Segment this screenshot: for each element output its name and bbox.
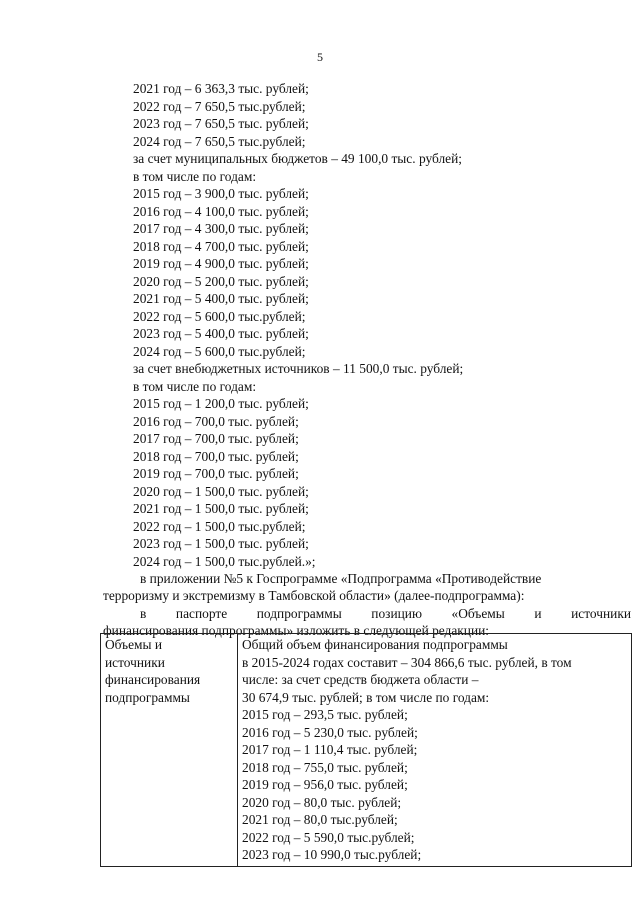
municipal-year-line: 2022 год – 5 600,0 тыс.рублей; xyxy=(133,308,306,324)
municipal-year-line: 2015 год – 3 900,0 тыс. рублей; xyxy=(133,186,309,201)
municipal-year-line: 2021 год – 5 400,0 тыс. рублей; xyxy=(133,291,309,306)
regional-year-line: 2022 год – 7 650,5 тыс.рублей; xyxy=(133,98,306,114)
total-funding-line: в 2015-2024 годах составит – 304 866,6 тыс. рублей, в том xyxy=(242,654,572,670)
table-year-line: 2022 год – 5 590,0 тыс.рублей; xyxy=(242,829,415,845)
table-row xyxy=(101,634,632,867)
position-value-cell xyxy=(238,634,632,867)
extrabudget-year-line: 2015 год – 1 200,0 тыс. рублей; xyxy=(133,396,309,411)
passport-paragraph-line1: в паспорте подпрограммы позицию «Объемы и источники xyxy=(140,606,631,621)
extrabudget-year-line: 2016 год – 700,0 тыс. рублей; xyxy=(133,413,299,429)
total-funding-line: Общий объем финансирования подпрограммы xyxy=(242,637,508,652)
table-year-line: 2020 год – 80,0 тыс. рублей; xyxy=(242,794,402,810)
table-year-line: 2019 год – 956,0 тыс. рублей; xyxy=(242,777,408,792)
extrabudget-year-line: 2022 год – 1 500,0 тыс.рублей; xyxy=(133,518,306,534)
regional-year-line: 2023 год – 7 650,5 тыс. рублей; xyxy=(133,116,309,131)
extrabudget-by-years-label: в том числе по годам: xyxy=(133,378,257,394)
regional-year-line: 2021 год – 6 363,3 тыс. рублей; xyxy=(133,81,309,96)
position-name-line: Объемы и xyxy=(105,637,163,652)
municipal-year-line: 2017 год – 4 300,0 тыс. рублей; xyxy=(133,221,309,236)
extrabudget-year-line: 2018 год – 700,0 тыс. рублей; xyxy=(133,448,299,464)
table-year-line: 2016 год – 5 230,0 тыс. рублей; xyxy=(242,724,418,740)
table-year-line: 2017 год – 1 110,4 тыс. рублей; xyxy=(242,742,418,757)
extrabudget-year-line: 2017 год – 700,0 тыс. рублей; xyxy=(133,431,299,446)
position-name-line: подпрограммы xyxy=(105,689,190,705)
table-year-line: 2015 год – 293,5 тыс. рублей; xyxy=(242,707,408,722)
position-name-line: источники xyxy=(105,654,165,670)
extrabudget-year-line: 2023 год – 1 500,0 тыс. рублей; xyxy=(133,536,309,551)
position-name-line: финансирования xyxy=(105,672,201,687)
municipal-year-line: 2020 год – 5 200,0 тыс. рублей; xyxy=(133,273,309,289)
appendix-paragraph-line1: в приложении №5 к Госпрограмме «Подпрограмма «Противодействие xyxy=(140,571,542,586)
municipal-year-line: 2023 год – 5 400,0 тыс. рублей; xyxy=(133,326,309,341)
extrabudget-year-line: 2024 год – 1 500,0 тыс.рублей.»; xyxy=(133,553,316,569)
extrabudget-year-line: 2020 год – 1 500,0 тыс. рублей; xyxy=(133,483,309,499)
municipal-by-years-label: в том числе по годам: xyxy=(133,168,257,184)
table-year-line: 2021 год – 80,0 тыс.рублей; xyxy=(242,812,398,827)
table-year-line: 2018 год – 755,0 тыс. рублей; xyxy=(242,759,408,775)
funding-lines-block xyxy=(133,80,463,570)
regional-year-line: 2024 год – 7 650,5 тыс.рублей; xyxy=(133,133,306,149)
municipal-year-line: 2018 год – 4 700,0 тыс. рублей; xyxy=(133,238,309,254)
page-number: 5 xyxy=(317,50,323,64)
extrabudget-year-line: 2019 год – 700,0 тыс. рублей; xyxy=(133,466,299,481)
total-funding-line: 30 674,9 тыс. рублей; в том числе по годам: xyxy=(242,689,490,705)
total-funding-line: числе: за счет средств бюджета области – xyxy=(242,672,479,687)
extrabudget-year-line: 2021 год – 1 500,0 тыс. рублей; xyxy=(133,501,309,516)
passport-table xyxy=(100,633,632,867)
position-name-cell xyxy=(101,634,238,867)
table-year-line: 2023 год – 10 990,0 тыс.рублей; xyxy=(242,847,422,862)
municipal-year-line: 2024 год – 5 600,0 тыс.рублей; xyxy=(133,343,306,359)
municipal-year-line: 2019 год – 4 900,0 тыс. рублей; xyxy=(133,256,309,271)
extrabudget-header: за счет внебюджетных источников – 11 500,0 тыс. рублей; xyxy=(133,361,464,376)
passport-paragraph-line2: финансирования подпрограммы» изложить в следующей редакции: xyxy=(103,623,490,638)
municipal-header: за счет муниципальных бюджетов – 49 100,0 тыс. рублей; xyxy=(133,151,462,166)
municipal-year-line: 2016 год – 4 100,0 тыс. рублей; xyxy=(133,203,309,219)
appendix-paragraph-line2: терроризму и экстремизму в Тамбовской области» (далее-подпрограмма): xyxy=(103,588,525,603)
